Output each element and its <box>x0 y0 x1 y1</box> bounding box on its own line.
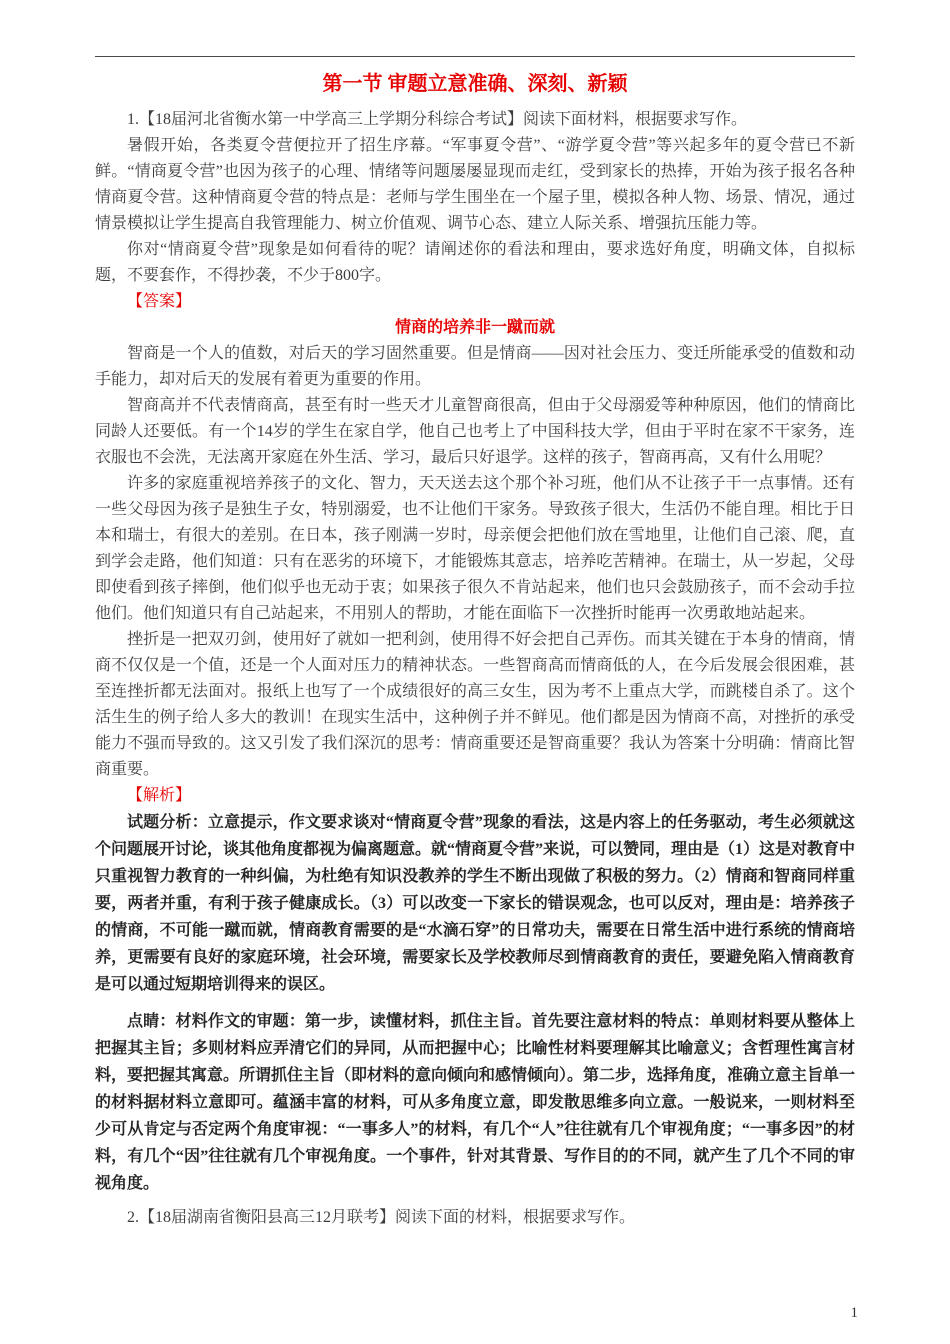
answer-label: 【答案】 <box>127 293 192 310</box>
essay-paragraph-4: 挫折是一把双刃剑，使用好了就如一把利剑，使用得不好会把自己弄伤。而其关键在于本身的情商，情商不仅仅是一个值，还是一个人面对压力的精神状态。一些智商高而情商低的人，在今后发展会很困难，甚至连挫折都无法面对。报纸上也写了一个成绩很好的高三女生，因为考不上重点大学，而跳楼自杀了。这个活生生的例子给人多大的教训！在现实生活中，这种例子并不鲜见。他们都是因为情商不高，对挫折的承受能力不强而导致的。这又引发了我们深沉的思考：情商重要还是智商重要？我认为答案十分明确：情商比智商重要。 <box>95 631 855 778</box>
header-rule <box>95 56 855 57</box>
question-1-intro: 1.【18届河北省衡水第一中学高三上学期分科综合考试】阅读下面材料，根据要求写作。 <box>127 111 748 128</box>
essay-paragraph-2: 智商高并不代表情商高，甚至有时一些天才儿童智商很高，但由于父母溺爱等种种原因，他们的情商比同龄人还要低。有一个14岁的学生在家自学，他自己也考上了中国科技大学，但由于平时在家不干家务，连衣服也不会洗，无法离开家庭在外生活、学习，最后只好退学。这样的孩子，智商再高，又有什么用呢？ <box>95 397 855 466</box>
page-number: 1 <box>850 1305 858 1321</box>
analysis-tip-paragraph: 点睛：材料作文的审题：第一步，读懂材料，抓住主旨。首先要注意材料的特点：单则材料要从整体上把握其主旨；多则材料应弄清它们的异同，从而把握中心；比喻性材料要理解其比喻意义；含哲理性寓言材料，要把握其寓意。所谓抓住主旨（即材料的意向倾向和感情倾向）。第二步，选择角度，准确立意主旨单一的材料据材料立意即可。蕴涵丰富的材料，可从多角度立意，即发散思维多向立意。一般说来，一则材料至少可从肯定与否定两个角度审视：“一事多人”的材料，有几个“人”往往就有几个审视角度；“一事多因”的材料，有几个“因”往往就有几个审视角度。一个事件，针对其背景、写作目的的不同，就产生了几个不同的审视角度。 <box>95 1013 856 1192</box>
question-1-material: 暑假开始，各类夏令营便拉开了招生序幕。“军事夏令营”、“游学夏令营”等兴起多年的夏令营已不新鲜。“情商夏令营”也因为孩子的心理、情绪等问题屡屡显现而走红，受到家长的热捧，开始为孩子报名各种情商夏令营。这种情商夏令营的特点是：老师与学生围坐在一个屋子里，模拟各种人物、场景、情况，通过情景模拟让学生提高自我管理能力、树立价值观、调节心态、建立人际关系、增强抗压能力等。 <box>95 137 855 232</box>
essay-paragraph-1: 智商是一个人的值数，对后天的学习固然重要。但是情商——因对社会压力、变迁所能承受的值数和动手能力，却对后天的发展有着更为重要的作用。 <box>95 345 855 388</box>
question-2-intro: 2.【18届湖南省衡阳县高三12月联考】阅读下面的材料，根据要求写作。 <box>127 1209 636 1226</box>
analysis-label: 【解析】 <box>127 787 192 804</box>
section-title: 第一节 审题立意准确、深刻、新颖 <box>322 73 628 95</box>
essay-title: 情商的培养非一蹴而就 <box>394 319 555 336</box>
question-1-task: 你对“情商夏令营”现象是如何看待的呢？请阐述你的看法和理由，要求选好角度，明确文体，自拟标题，不要套作，不得抄袭，不少于800字。 <box>95 241 855 284</box>
analysis-paragraph: 试题分析：立意提示，作文要求谈对“情商夏令营”现象的看法，这是内容上的任务驱动，考生必须就这个问题展开讨论，谈其他角度都视为偏离题意。就“情商夏令营”来说，可以赞同，理由是（1）这是对教育中只重视智力教育的一种纠偏，为杜绝有知识没教养的学生不断出现做了积极的努力。（2）情商和智商同样重要，两者并重，有利于孩子健康成长。（3）可以改变一下家长的错误观念，也可以反对，理由是：培养孩子的情商，不可能一蹴而就，情商教育需要的是“水滴石穿”的日常功夫，需要在日常生活中进行系统的情商培养，更需要有良好的家庭环境，社会环境，需要家长及学校教师尽到情商教育的责任，要避免陷入情商教育是可以通过短期培训得来的误区。 <box>95 814 856 993</box>
essay-paragraph-3: 许多的家庭重视培养孩子的文化、智力，天天送去这个那个补习班，他们从不让孩子干一点事情。还有一些父母因为孩子是独生子女，特别溺爱，也不让他们干家务。导致孩子很大，生活仍不能自理。相比于日本和瑞士，有很大的差别。在日本，孩子刚满一岁时，母亲便会把他们放在雪地里，让他们自己滚、爬，直到学会走路，他们知道：只有在恶劣的环境下，才能锻炼其意志，培养吃苦精神。在瑞士，从一岁起，父母即使看到孩子摔倒，他们似乎也无动于衷；如果孩子很久不肯站起来，他们也只会鼓励孩子，而不会动手拉他们。他们知道只有自己站起来，不用别人的帮助，才能在面临下一次挫折时能再一次勇敢地站起来。 <box>95 475 855 622</box>
